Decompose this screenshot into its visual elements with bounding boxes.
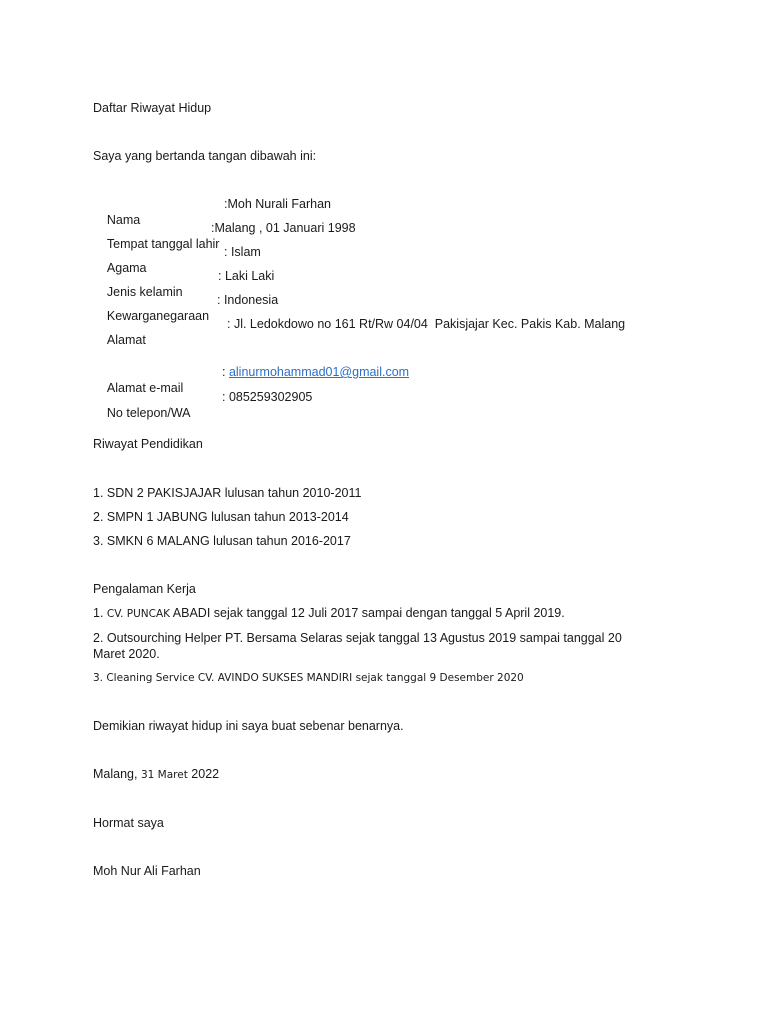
email-value-wrap bbox=[222, 364, 409, 380]
gender-label: Jenis kelamin bbox=[106, 285, 183, 299]
experience-item: 3. Cleaning Service CV. AVINDO SUKSES MANDIRI sejak tanggal 9 Desember 2020 bbox=[93, 672, 524, 684]
education-item: 1. SDN 2 PAKISJAJAR lulusan tahun 2010-2011 bbox=[93, 486, 362, 500]
email-label: Alamat e-mail bbox=[106, 381, 184, 395]
name-label: Nama bbox=[106, 213, 141, 227]
birth-value: :Malang , 01 Januari 1998 bbox=[211, 221, 356, 235]
birth-label: Tempat tanggal lahir bbox=[106, 237, 220, 251]
experience-item-number: 1. bbox=[93, 606, 107, 620]
experience-item bbox=[93, 605, 565, 622]
signature-name: Moh Nur Ali Farhan bbox=[93, 864, 201, 878]
nationality-value: : Indonesia bbox=[217, 293, 279, 307]
experience-company: CV. PUNCAK bbox=[106, 608, 171, 620]
place-date bbox=[93, 766, 219, 783]
place-date-prefix: Malang, bbox=[93, 767, 141, 781]
place-date-year: 2022 bbox=[187, 767, 220, 781]
nationality-label: Kewarganegaraan bbox=[106, 309, 210, 323]
address-label: Alamat bbox=[106, 333, 146, 347]
email-colon: : bbox=[222, 365, 229, 379]
name-value: :Moh Nurali Farhan bbox=[224, 197, 331, 211]
regards-text: Hormat saya bbox=[93, 816, 164, 830]
email-link[interactable]: alinurmohammad01@gmail.com bbox=[228, 365, 410, 379]
education-item: 3. SMKN 6 MALANG lulusan tahun 2016-2017 bbox=[93, 534, 351, 548]
place-date-day-month: 31 Maret bbox=[140, 769, 188, 781]
intro-text: Saya yang bertanda tangan dibawah ini: bbox=[93, 149, 317, 163]
experience-item: 2. Outsourching Helper PT. Bersama Selaras sejak tanggal 13 Agustus 2019 sampai tanggal 20 Maret 2020. bbox=[93, 631, 622, 661]
gender-value: : Laki Laki bbox=[218, 269, 275, 283]
education-heading: Riwayat Pendidikan bbox=[93, 437, 203, 451]
education-item: 2. SMPN 1 JABUNG lulusan tahun 2013-2014 bbox=[93, 510, 349, 524]
phone-label: No telepon/WA bbox=[106, 406, 191, 420]
address-value: : Jl. Ledokdowo no 161 Rt/Rw 04/04 Pakisjajar Kec. Pakis Kab. Malang bbox=[227, 317, 626, 331]
closing-statement: Demikian riwayat hidup ini saya buat sebenar benarnya. bbox=[93, 719, 404, 733]
religion-value: : Islam bbox=[224, 245, 261, 259]
document-title: Daftar Riwayat Hidup bbox=[93, 101, 212, 115]
experience-item-text: ABADI sejak tanggal 12 Juli 2017 sampai dengan tanggal 5 April 2019. bbox=[170, 606, 565, 620]
experience-heading: Pengalaman Kerja bbox=[93, 582, 196, 596]
phone-value: : 085259302905 bbox=[222, 390, 313, 404]
religion-label: Agama bbox=[106, 261, 147, 275]
